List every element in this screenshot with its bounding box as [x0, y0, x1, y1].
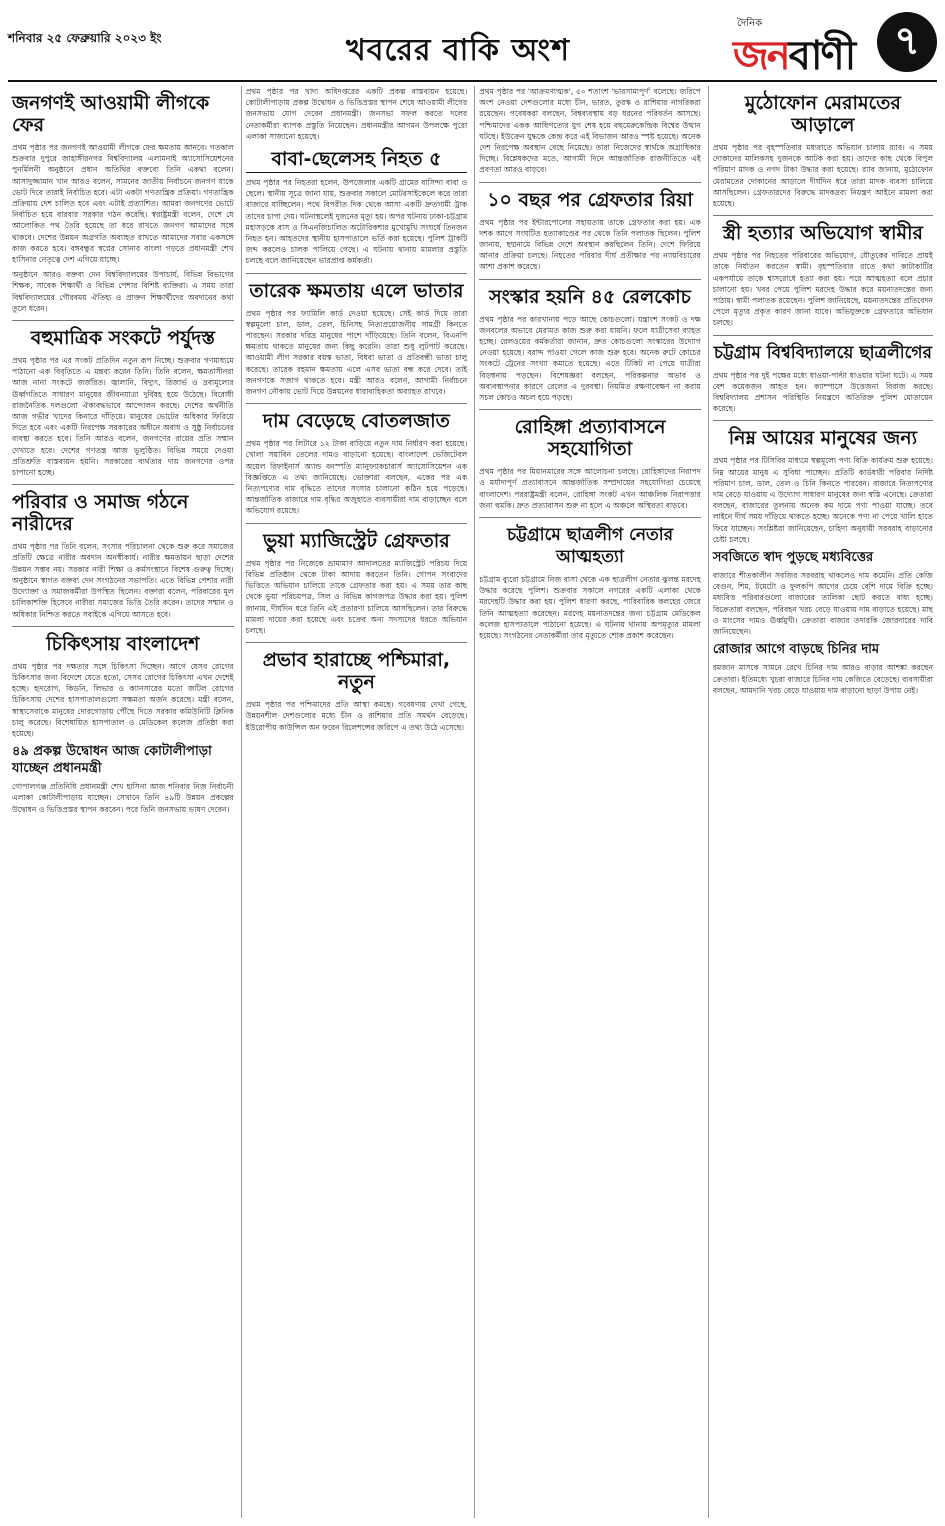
article-divider: [246, 523, 468, 524]
article-headline[interactable]: বাবা-ছেলেসহ নিহত ৫: [246, 148, 468, 173]
article-body: চট্টগ্রাম ব্যুরো চট্টগ্রামে নিজ বাসা থেকে এক ছাত্রলীগ নেতার ঝুলন্ত মরদেহ উদ্ধার করেছে পুলিশ। শুক্রবার সকালে নগরের একটি এলাকা থেকে মরদেহটি উদ্ধার করা হয়। পুলিশ ধারণা করছে, পারিবারিক কলহের জেরে তিনি আত্মহত্যা করেছেন। মরদেহ ময়নাতদন্তের জন্য চট্টগ্রাম মেডিকেল কলেজ হাসপাতালে পাঠানো হয়েছে। এ ঘটনায় থানায় অপমৃত্যুর মামলা হয়েছে। সংগঠনের নেতাকর্মীরা তার মৃত্যুতে শোক প্রকাশ করেছেন।: [479, 575, 701, 641]
article-body: প্রথম পৃষ্ঠার পর কারখানায় পড়ে আছে কোচগুলো। যন্ত্রাংশ সংকট ও দক্ষ জনবলের অভাবে মেরামত কাজ শুরু করা যায়নি। ফলে যাত্রীসেবা ব্যাহত হচ্ছে। রেলওয়ের কর্মকর্তারা জানান, দ্রুত কোচগুলো সংস্কারের উদ্যোগ নেওয়া হয়েছে। বরাদ্দ পাওয়া গেলে কাজ শুরু হবে। অনেক রুটে কোচের সংকটে ট্রেনের সংখ্যা কমাতে হয়েছে। এতে টিকিট না পেয়ে যাত্রীরা বিড়ম্বনায় পড়ছেন। বিশেষজ্ঞরা বলছেন, পরিকল্পনার অভাব ও অব্যবস্থাপনার কারণে রেলের এ দুরবস্থা। নিয়মিত রক্ষণাবেক্ষণ না করায় সচল কোচও অচল হয়ে পড়ছে।: [479, 314, 701, 403]
column-2: [241, 86, 472, 1518]
page-number-badge: ৭: [877, 12, 937, 72]
article-subheading: রোজার আগে বাড়ছে চিনির দাম: [712, 642, 880, 658]
article-body: প্রথম পৃষ্ঠার পর বৃহস্পতিবার মধ্যরাতে অভিযান চালায় র‍্যাব। এ সময় দোকানের মালিকসহ দুজনকে আটক করা হয়। তাদের কাছ থেকে বিপুল পরিমাণ মাদক ও নগদ টাকা উদ্ধার করা হয়েছে। র‍্যাব জানায়, মুঠোফোন মেরামতের দোকানের আড়ালে দীর্ঘদিন ধরে তারা মাদক ব্যবসা চালিয়ে আসছিলেন। গ্রেফতারদের বিরুদ্ধে মাদকদ্রব্য নিয়ন্ত্রণ আইনে মামলা করা হয়েছে।: [712, 143, 933, 209]
article-body: অনুষ্ঠানে আরও বক্তব্য দেন বিশ্ববিদ্যালয়ের উপাচার্য, বিভিন্ন বিভাগের শিক্ষক, সাবেক শিক্ষার্থী ও বিভিন্ন পেশার বিশিষ্ট ব্যক্তিরা। এ সময় তারা বিশ্ববিদ্যালয়ের গৌরবময় ঐতিহ্য ও প্রাক্তন শিক্ষার্থীদের অবদানের কথা তুলে ধরেন।: [12, 270, 234, 313]
article-body: প্রথম পৃষ্ঠার পর দুই পক্ষের মধ্যে ধাওয়া-পাল্টা ধাওয়ার ঘটনা ঘটে। এ সময় বেশ কয়েকজন আহত হন। ক্যাম্পাসে উত্তেজনা বিরাজ করছে। বিশ্ববিদ্যালয় প্রশাসন পরিস্থিতি নিয়ন্ত্রণে অতিরিক্ত পুলিশ মোতায়েন করেছে।: [712, 370, 933, 414]
article-headline[interactable]: জনগণই আওয়ামী লীগকে ফের: [12, 92, 210, 136]
article-body: গোপালগঞ্জ প্রতিনিধি প্রধানমন্ত্রী শেখ হাসিনা আজ শনিবার নিজ নির্বাচনী এলাকা কোটালীপাড়ায় যাচ্ছেন। সেখানে তিনি ৪৯টি উন্নয়ন প্রকল্পের উদ্বোধন ও ভিত্তিপ্রস্তর স্থাপন করবেন। পরে তিনি জনসভায় ভাষণ দেবেন।: [12, 782, 234, 814]
article-headline[interactable]: ১০ বছর পর গ্রেফতার রিয়া: [487, 188, 693, 211]
column-4: [708, 86, 937, 1518]
article-body: প্রথম পৃষ্ঠার পর ইন্টারপোলের সহায়তায় তাকে গ্রেফতার করা হয়। এক দশক আগে সংঘটিত হত্যাকাণ্ডের পর থেকে তিনি পলাতক ছিলেন। পুলিশ জানায়, ছদ্মনামে বিভিন্ন দেশে অবস্থান করছিলেন তিনি। দেশে ফিরিয়ে আনার প্রক্রিয়া চলছে। নিহতের পরিবার দীর্ঘ প্রতীক্ষার পর ন্যায়বিচারের আশা প্রকাশ করেছে।: [479, 217, 701, 272]
article-body: প্রথম পৃষ্ঠার পর দক্ষতার সঙ্গে চিকিৎসা দিচ্ছেন। আগে যেসব রোগের চিকিৎসার জন্য বিদেশে যেতে হতো, সেসব রোগের চিকিৎসা এখন দেশেই হচ্ছে। হৃদরোগ, কিডনি, লিভার ও ক্যানসারের মতো জটিল রোগের চিকিৎসায় দেশের হাসপাতালগুলো সক্ষমতা অর্জন করেছে। মন্ত্রী বলেন, স্বাস্থ্যসেবাকে মানুষের দোরগোড়ায় পৌঁছে দিতে সরকার কমিউনিটি ক্লিনিক চালু করেছে। বিশেষায়িত হাসপাতাল ও মেডিকেল কলেজ প্রতিষ্ঠা করা হয়েছে।: [12, 661, 234, 738]
article-body: প্রথম পৃষ্ঠার পর খাদ্য অধিদপ্তরের একটি প্রকল্প বাস্তবায়ন হয়েছে। কোটালীপাড়ায় প্রকল্প উদ্বোধন ও ভিত্তিপ্রস্তর স্থাপন শেষে আওয়ামী লীগের জনসভায় যোগ দেবেন প্রধানমন্ত্রী। জনসভা সফল করতে দলের নেতাকর্মীরা ব্যাপক প্রস্তুতি নিয়েছেন। প্রধানমন্ত্রীর আগমন উপলক্ষে পুরো এলাকা সাজানো হয়েছে।: [245, 87, 468, 141]
article-divider: [713, 215, 933, 216]
article-subheading: সবজিতে স্বাদ পুড়ছে মধ্যবিত্তের: [712, 550, 874, 566]
article-divider: [479, 409, 701, 410]
article-columns: [8, 86, 937, 1518]
article-headline[interactable]: চট্টগ্রাম বিশ্ববিদ্যালয়ে ছাত্রলীগের: [713, 342, 932, 363]
column-3: [474, 86, 705, 1518]
article-body: প্রথম পৃষ্ঠার পর ফ্যামিলি কার্ড দেওয়া হয়েছে। সেই কার্ড দিয়ে তারা স্বল্পমূল্যে চাল, ডাল, তেল, চিনিসহ নিত্যপ্রয়োজনীয় সামগ্রী কিনতে পারছেন। সরকার দরিদ্র মানুষের পাশে দাঁড়িয়েছে। তিনি বলেন, বিএনপি ক্ষমতায় থাকতে মানুষের জন্য কিছু করেনি। তারা শুধু লুটপাট করেছে। আওয়ামী লীগ সরকার বয়স্ক ভাতা, বিধবা ভাতা ও প্রতিবন্ধী ভাতা চালু করেছে। তারেক রহমান ক্ষমতায় এলে এসব ভাতা বন্ধ করে দেবে। তাই জনগণকে সজাগ থাকতে হবে। মন্ত্রী আরও বলেন, আগামী নির্বাচনে জনগণ নৌকায় ভোট দিয়ে উন্নয়নের ধারাবাহিকতা অব্যাহত রাখবে।: [245, 308, 468, 397]
article-body: প্রথম পৃষ্ঠার পর নিহতরা হলেন, উপজেলার একটি গ্রামের বাসিন্দা বাবা ও ছেলে। স্থানীয় সূত্রে জানা যায়, শুক্রবার সকালে মোটরসাইকেলে করে তারা বাজারে যাচ্ছিলেন। পথে বিপরীত দিক থেকে আসা একটি দ্রুতগামী ট্রাক তাদের চাপা দেয়। ঘটনাস্থলেই দুজনের মৃত্যু হয়। অপর ঘটনায় ঢাকা-চট্টগ্রাম মহাসড়কে বাস ও সিএনজিচালিত অটোরিকশার মুখোমুখি সংঘর্ষে তিনজন নিহত হন। আহতদের স্থানীয় হাসপাতালে ভর্তি করা হয়েছে। পুলিশ ট্রাকটি জব্দ করলেও চালক পালিয়ে গেছে। এ ঘটনায় থানায় মামলার প্রস্তুতি চলছে বলে জানিয়েছেন ভারপ্রাপ্ত কর্মকর্তা।: [245, 178, 468, 266]
article-body: প্রথম পৃষ্ঠার পর লিটারে ১২ টাকা বাড়িয়ে নতুন দাম নির্ধারণ করা হয়েছে। খোলা সয়াবিন তেলের দামও বাড়ানো হয়েছে। বাংলাদেশ ভেজিটেবল অয়েল রিফাইনার্স অ্যান্ড বনস্পতি ম্যানুফ্যাকচারার্স অ্যাসোসিয়েশন এক বিজ্ঞপ্তিতে এ তথ্য জানিয়েছে। ভোক্তারা বলছেন, একের পর এক নিত্যপণ্যের দাম বৃদ্ধিতে তাদের সংসার চালানো কঠিন হয়ে পড়েছে। আন্তর্জাতিক বাজারে দাম বৃদ্ধির অজুহাতে ব্যবসায়ীরা দাম বাড়াচ্ছেন বলে অভিযোগ রয়েছে।: [245, 439, 468, 516]
article-body: প্রথম পৃষ্ঠার পর জনগণই আওয়ামী লীগকে ফের ক্ষমতায় আনবে। গতকাল শুক্রবার দুপুরে জাহাঙ্গীরনগর বিশ্ববিদ্যালয় এলামনাই অ্যাসোসিয়েশনের পুনর্মিলনী অনুষ্ঠানে প্রধান অতিথির বক্তব্যে তিনি একথা বলেন। আসাদুজ্জামান খান আরও বলেন, সামনের জাতীয় নির্বাচনে জনগণ যাকে ভোট দিবে তারাই নির্বাচিত হবে। এটা একটা গণতান্ত্রিক প্রক্রিয়া। গণতান্ত্রিক প্রক্রিয়ায় দেশ চালিত হবে এবং এটাই প্রত্যাশিত। আমরা জনগণের ভোটে নির্বাচিত হয়ে বারবার সরকার গঠন করেছি। স্বরাষ্ট্রমন্ত্রী বলেন, দেশে যে আলোকিত পথ তৈরি হয়েছে তা ধরে রাখতে জনগণ আমাদের সঙ্গে থাকবে। দেশের উন্নয়ন অগ্রগতি অব্যাহত রাখতে আমাদের সবার একসঙ্গে কাজ করতে হবে। বঙ্গবন্ধুর স্বপ্নের সোনার বাংলা গড়তে প্রধানমন্ত্রী শেখ হাসিনার নেতৃত্বে দেশ এগিয়ে যাচ্ছে।: [12, 143, 234, 265]
article-divider: [479, 517, 701, 518]
article-headline[interactable]: স্ত্রী হত্যার অভিযোগ স্বামীর: [722, 222, 923, 245]
article-headline[interactable]: চট্টগ্রামে ছাত্রলীগ নেতার আত্মহত্যা: [506, 525, 674, 568]
article-divider: [12, 626, 234, 627]
article-divider: [713, 335, 933, 336]
article-headline[interactable]: ৪৯ প্রকল্প উদ্বোধন আজ কোটালীপাড়া যাচ্ছেন প্রধানমন্ত্রী: [12, 744, 212, 777]
article-body: প্রথম পৃষ্ঠার পর এর সংকট প্রতিদিন নতুন রূপ নিচ্ছে। শুক্রবার গণমাধ্যমে পাঠানো এক বিবৃতিতে এ মন্তব্য করেন তিনি। তিনি বলেন, ক্ষমতাসীনরা আজ নানা সংকটে জর্জরিত। জ্বালানি, বিদ্যুৎ, রিজার্ভ ও দ্রব্যমূল্যের ঊর্ধ্বগতিতে সাধারণ মানুষের জীবনযাত্রা দুর্বিষহ হয়ে উঠেছে। বিরোধী রাজনৈতিক দলগুলো ঐক্যবদ্ধভাবে আন্দোলন করছে। দেশের অর্থনীতি আজ গভীর খাদের কিনারে দাঁড়িয়ে। মানুষের ভোটের অধিকার ফিরিয়ে দিতে হবে এবং একটি নিরপেক্ষ সরকারের অধীনে অবাধ ও সুষ্ঠু নির্বাচনের ব্যবস্থা করতে হবে। তিনি আরও বলেন, জনগণের রায়ের প্রতি সম্মান দেখাতে হবে। দেশের গণতন্ত্র আজ ভূলুণ্ঠিত। বিভিন্ন সময়ে দেওয়া প্রতিশ্রুতি বাস্তবায়ন হয়নি। সরকারের ব্যর্থতার দায় জনগণের ওপর চাপানো হচ্ছে।: [12, 356, 234, 478]
article-divider: [12, 484, 234, 485]
article-headline[interactable]: প্রভাব হারাচ্ছে পশ্চিমারা, নতুন: [262, 649, 451, 694]
article-body: প্রথম পৃষ্ঠার পর নিজেকে ভ্রাম্যমাণ আদালতের ম্যাজিস্ট্রেট পরিচয় দিয়ে বিভিন্ন প্রতিষ্ঠান থেকে টাকা আদায় করতেন তিনি। গোপন সংবাদের ভিত্তিতে অভিযান চালিয়ে তাকে গ্রেফতার করা হয়। এ সময় তার কাছ থেকে ভুয়া পরিচয়পত্র, সিল ও বিভিন্ন কাগজপত্র উদ্ধার করা হয়। পুলিশ জানায়, দীর্ঘদিন ধরে তিনি এই প্রতারণা চালিয়ে আসছিলেন। তার বিরুদ্ধে মামলা দায়ের করা হয়েছে এবং চক্রের অন্য সদস্যদের ধরতে অভিযান চলছে।: [245, 558, 468, 635]
article-headline[interactable]: চিকিৎসায় বাংলাদেশ: [46, 632, 200, 655]
article-divider: [246, 273, 468, 274]
article-headline[interactable]: পরিবার ও সমাজ গঠনে নারীদের: [12, 491, 189, 536]
article-body: প্রথম পৃষ্ঠার পর 'আক্রমণাত্মক', ৫০ শতাংশ 'ভারসাম্যপূর্ণ' বলেছে। জরিপে অংশ নেওয়া দেশগুলোর মধ্যে চীন, ভারত, তুরস্ক ও রাশিয়ার নাগরিকরা রয়েছেন। গবেষকরা বলছেন, বিশ্বব্যবস্থায় বড় ধরনের পরিবর্তন আসছে। পশ্চিমাদের একক আধিপত্যের যুগ শেষ হয়ে বহুমেরুকেন্দ্রিক বিশ্বের উত্থান ঘটছে। ইউক্রেন যুদ্ধকে কেন্দ্র করে এই বিভাজন আরও স্পষ্ট হয়েছে। অনেক দেশ নিরপেক্ষ অবস্থান বেছে নিয়েছে। তারা নিজেদের স্বার্থকে অগ্রাধিকার দিচ্ছে। বিশ্লেষকদের মতে, আগামী দিনে আন্তর্জাতিক রাজনীতিতে এই প্রবণতা আরও বাড়বে।: [479, 87, 701, 175]
page-header: [8, 8, 937, 82]
article-headline[interactable]: মুঠোফোন মেরামতের আড়ালে: [744, 92, 901, 136]
article-headline[interactable]: ভুয়া ম্যাজিস্ট্রেট গ্রেফতার: [263, 529, 450, 552]
article-headline[interactable]: দাম বেড়েছে বোতলজাত: [262, 410, 450, 433]
article-body: প্রথম পৃষ্ঠার পর পশ্চিমাদের প্রতি আস্থা কমছে। গবেষণায় দেখা গেছে, উন্নয়নশীল দেশগুলোর মধ্যে চীন ও রাশিয়ার প্রতি সমর্থন বেড়েছে। ইউরোপীয় কাউন্সিল অন ফরেন রিলেশন্সের জরিপে এ তথ্য উঠে এসেছে।: [245, 700, 468, 732]
article-headline[interactable]: সংস্কার হয়নি ৪৫ রেলকোচ: [489, 285, 691, 308]
article-divider: [713, 420, 933, 421]
article-headline[interactable]: নিম্ন আয়ের মানুষের জন্য: [728, 427, 918, 450]
logo-part-black: বাণী: [788, 33, 855, 79]
article-body: প্রথম পৃষ্ঠার পর টিসিবির মাধ্যমে স্বল্পমূল্যে পণ্য বিক্রি কার্যক্রম শুরু হয়েছে। নিম্ন আয়ের মানুষ এ সুবিধা পাচ্ছেন। প্রতিটি কার্ডধারী পরিবার নির্দিষ্ট পরিমাণ চাল, ডাল, তেল ও চিনি কিনতে পারবেন। বাজারে নিত্যপণ্যের দাম বেড়ে যাওয়ায় এ উদ্যোগ সাধারণ মানুষের জন্য স্বস্তি এনেছে। ক্রেতারা বলছেন, বাজারের তুলনায় অনেক কম দামে পণ্য পাওয়া যাচ্ছে। তবে লাইনে দীর্ঘ সময় দাঁড়িয়ে থাকতে হচ্ছে। অনেকে পণ্য না পেয়ে খালি হাতে ফিরে যাচ্ছেন। সংশ্লিষ্টরা জানিয়েছেন, চাহিদা অনুযায়ী সরবরাহ বাড়ানোর চেষ্টা চলছে।: [712, 456, 933, 544]
column-1: [8, 86, 238, 1518]
article-divider: [479, 182, 701, 183]
section-title: খবরের বাকি অংশ: [346, 33, 570, 68]
article-divider: [479, 279, 701, 280]
article-body: প্রথম পৃষ্ঠার পর নিহতের পরিবারের অভিযোগ, যৌতুকের দাবিতে প্রায়ই তাকে নির্যাতন করতেন স্বামী। বৃহস্পতিবার রাতে কথা কাটাকাটির একপর্যায়ে তাকে শ্বাসরোধে হত্যা করা হয়। পরে আত্মহত্যা বলে প্রচার চালানো হয়। খবর পেয়ে পুলিশ মরদেহ উদ্ধার করে ময়নাতদন্তের জন্য পাঠায়। স্বামী পলাতক রয়েছেন। পুলিশ জানিয়েছে, ময়নাতদন্তের প্রতিবেদন পেলে মৃত্যুর প্রকৃত কারণ জানা যাবে। অভিযুক্তকে গ্রেফতারে অভিযান চলছে।: [712, 251, 933, 328]
article-body: বাজারে শীতকালীন সবজির সরবরাহ থাকলেও দাম কমেনি। প্রতি কেজি বেগুন, শিম, টমেটো ও ফুলকপি আগের চেয়ে বেশি দামে বিক্রি হচ্ছে। মধ্যবিত্ত পরিবারগুলো বাজারের তালিকা ছোট করতে বাধ্য হচ্ছে। বিক্রেতারা বলছেন, পরিবহন খরচ বেড়ে যাওয়ায় দাম বাড়াতে হয়েছে। মাছ ও মাংসের দামও ঊর্ধ্বমুখী। ক্রেতারা বাজার তদারকি জোরদারের দাবি জানিয়েছেন।: [712, 571, 933, 637]
article-headline[interactable]: রোহিঙ্গা প্রত্যাবাসনে সহযোগিতা: [514, 416, 666, 461]
article-body: প্রথম পৃষ্ঠার পর মিয়ানমারের সঙ্গে আলোচনা চলছে। রোহিঙ্গাদের নিরাপদ ও মর্যাদাপূর্ণ প্রত্যাবাসনে আন্তর্জাতিক সম্প্রদায়ের সহযোগিতা চেয়েছে বাংলাদেশ। পররাষ্ট্রমন্ত্রী বলেন, রোহিঙ্গা সংকট এখন আঞ্চলিক নিরাপত্তার জন্য হুমকি। দ্রুত প্রত্যাবাসন শুরু না হলে এ অঞ্চলে অস্থিরতা বাড়বে।: [479, 467, 701, 510]
issue-date: শনিবার ২৫ ফেব্রুয়ারি ২০২৩ ইং: [8, 31, 162, 45]
logo-part-red: জন: [733, 33, 789, 79]
header-divider: [8, 80, 937, 82]
newspaper-logo: [719, 14, 859, 79]
logo-prefix: দৈনিক: [737, 18, 763, 29]
article-headline[interactable]: বহুমাত্রিক সংকটে পর্যুদস্ত: [30, 327, 215, 350]
article-headline[interactable]: তারেক ক্ষমতায় এলে ভাতার: [249, 279, 464, 302]
article-divider: [12, 320, 234, 321]
article-divider: [246, 403, 468, 404]
article-body: প্রথম পৃষ্ঠার পর তিনি বলেন, সংসার পরিচালনা থেকে শুরু করে সমাজের প্রতিটি ক্ষেত্রে নারীর অবদান অনস্বীকার্য। নারীর ক্ষমতায়ন ছাড়া দেশের উন্নয়ন সম্ভব নয়। সরকার নারী শিক্ষা ও কর্মসংস্থানে বিশেষ গুরুত্ব দিচ্ছে। অনুষ্ঠানে স্বাগত বক্তব্য দেন সংগঠনের সভাপতি। এতে বিভিন্ন পেশার নারী উদ্যোক্তা ও সমাজকর্মীরা উপস্থিত ছিলেন। বক্তারা বলেন, পরিবারের মূল চালিকাশক্তি হিসেবে নারীরা সমাজের ভিত্তি তৈরি করেন। তাদের সম্মান ও অধিকার নিশ্চিত করতে সবাইকে এগিয়ে আসতে হবে।: [12, 542, 234, 619]
article-divider: [246, 642, 468, 643]
article-body: রমজান মাসকে সামনে রেখে চিনির দাম আরও বাড়ার আশঙ্কা করছেন ক্রেতারা। ইতিমধ্যে খুচরা বাজারে চিনির দাম কেজিতে বেড়েছে। ব্যবসায়ীরা বলছেন, আমদানি খরচ বেড়ে যাওয়ায় দাম বাড়ানো ছাড়া উপায় নেই।: [712, 663, 933, 695]
